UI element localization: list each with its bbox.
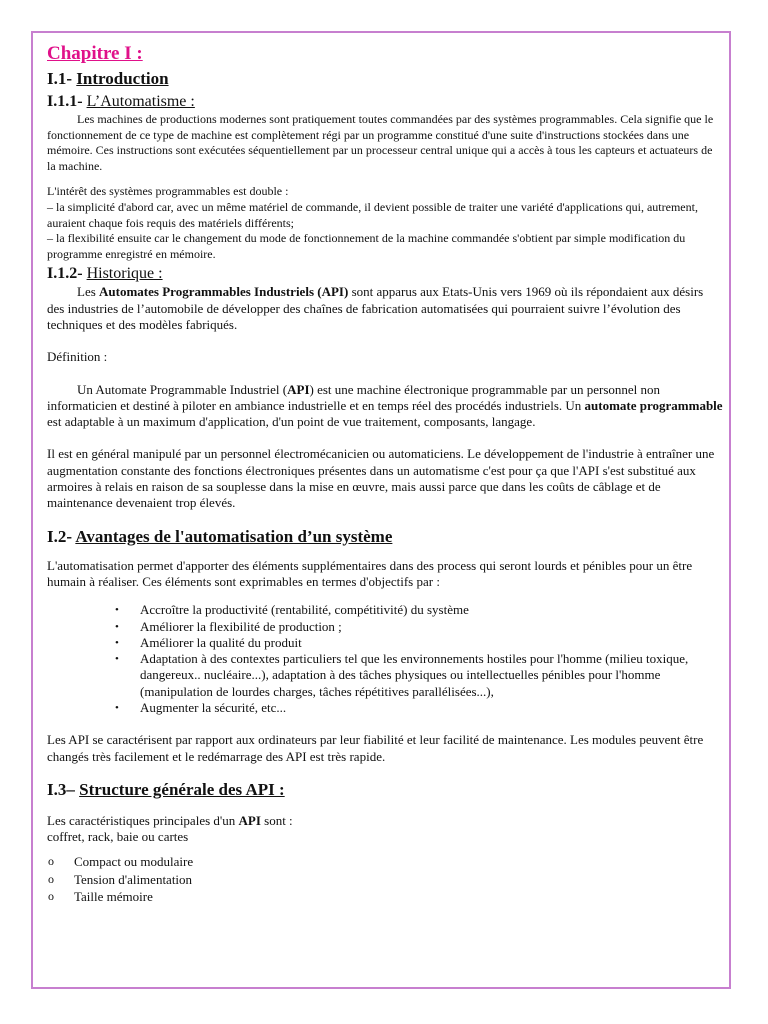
section-1-2-number: I.1.2- (47, 265, 87, 283)
chapter-title: Chapitre I : (47, 43, 143, 64)
section-3-number: I.3– (47, 779, 80, 799)
automatisme-paragraph-3: – la simplicité d'abord car, avec un même matériel de commande, il devient possible de traiter une variété d'applications qui, autrement, auraient chaque fois requis des matériels différents; (47, 199, 698, 230)
list-item: o Taille mémoire (74, 888, 723, 906)
automatisme-paragraph-1: Les machines de productions modernes sont pratiquement toutes commandées par des systèmes programmables. Cela signifie que le fonctionnement de ce type de machine est complètement régi par un programme constitué d'une suite d'instructions stockées dans une mémoire. Ces instructions sont exécutées séquentiellement par un processeur central unique qui a accès à tous les capteurs et actuateurs de la machine. (47, 112, 714, 173)
historique-paragraph-3: Il est en général manipulé par un personnel électromécanicien ou automaticiens. Le développement de l'industrie à entraîner une augmentation constante des fonctions électroniques présentes dans un automatisme c'est pour ça que l'API s'est substitué aux armoires à relais en raison de sa souplesse dans la mise en œuvre, mais aussi parce que dans les coûts de câblage et de maintenance devenaient trop élevés. (47, 446, 715, 511)
avantages-bullet-list (47, 602, 723, 716)
section-1-title: Introduction (76, 69, 169, 88)
section-1-1-title: L’Automatisme : (86, 93, 195, 110)
section-1-2-heading (47, 264, 723, 284)
section-2-title: Avantages de l'automatisation d’un système (75, 526, 393, 546)
avantages-paragraph-1: L'automatisation permet d'apporter des éléments supplémentaires dans des process qui seront lourds et pénibles pour un être humain à réaliser. Ces éléments sont exprimables en termes d'objectifs par : (47, 557, 693, 589)
definition-paragraph: Un Automate Programmable Industriel (API) est une machine électronique programmable par un personnel non informaticien et destiné à piloter en ambiance industrielle et en temps réel des procédés industriels. Un automate programmable est adaptable à un maximum d'application, d'un point de vue traitement, composants, langage. (47, 381, 723, 430)
structure-paragraph-1: Les caractéristiques principales d'un API sont : (47, 812, 293, 828)
section-3-title: Structure générale des API : (79, 779, 285, 799)
automatisme-paragraph-4: – la flexibilité ensuite car le changement du mode de fonctionnement de la machine commandée s'obtient par simple modification du programme enregistré en mémoire. (47, 231, 686, 261)
section-1-number: I.1- (47, 69, 77, 88)
section-1-2-title: Historique : (86, 265, 163, 283)
list-item: • Augmenter la sécurité, etc... (140, 700, 723, 716)
section-1-heading (47, 68, 723, 90)
structure-list (47, 853, 723, 906)
avantages-paragraph-2: Les API se caractérisent par rapport aux ordinateurs par leur fiabilité et leur facilité de maintenance. Les modules peuvent être changés très facilement et le redémarrage des API est très rapide. (47, 732, 704, 764)
structure-paragraph-2: coffret, rack, baie ou cartes (47, 829, 189, 845)
historique-paragraph-1: Les Automates Programmables Industriels (API) sont apparus aux Etats-Unis vers 1969 où ils répondaient aux désirs des industries de l’automobile de développer des chaînes de fabrication automatisées qui pourraient suivre l’évolution des techniques et des modèles fabriqués. (47, 284, 704, 332)
list-item: • Améliorer la flexibilité de production ; (140, 619, 723, 635)
definition-label: Définition : (47, 349, 108, 365)
list-item: • Accroître la productivité (rentabilité, compétitivité) du système (140, 602, 723, 618)
automatisme-paragraph-2: L'intérêt des systèmes programmables est double : (47, 184, 289, 199)
list-item: • Améliorer la qualité du produit (140, 635, 723, 651)
section-3-heading (47, 779, 723, 801)
document-body (47, 42, 723, 906)
list-item: o Compact ou modulaire (74, 853, 723, 871)
section-1-1-number: I.1.1- (47, 93, 87, 110)
section-2-number: I.2- (47, 526, 76, 546)
section-2-heading (47, 526, 723, 548)
section-1-1-heading (47, 92, 723, 112)
list-item: • Adaptation à des contextes particuliers tel que les environnements hostiles pour l'homme (milieu toxique, dangereux.. nucléaire...), adaptation à des tâches physiques ou intellectuelles pénibles pour l'homme (manipulation de lourdes charges, tâches répétitives parallélisées...), (140, 651, 723, 700)
api-term: Automates Programmables Industriels (API) (99, 284, 349, 300)
list-item: o Tension d'alimentation (74, 871, 723, 889)
